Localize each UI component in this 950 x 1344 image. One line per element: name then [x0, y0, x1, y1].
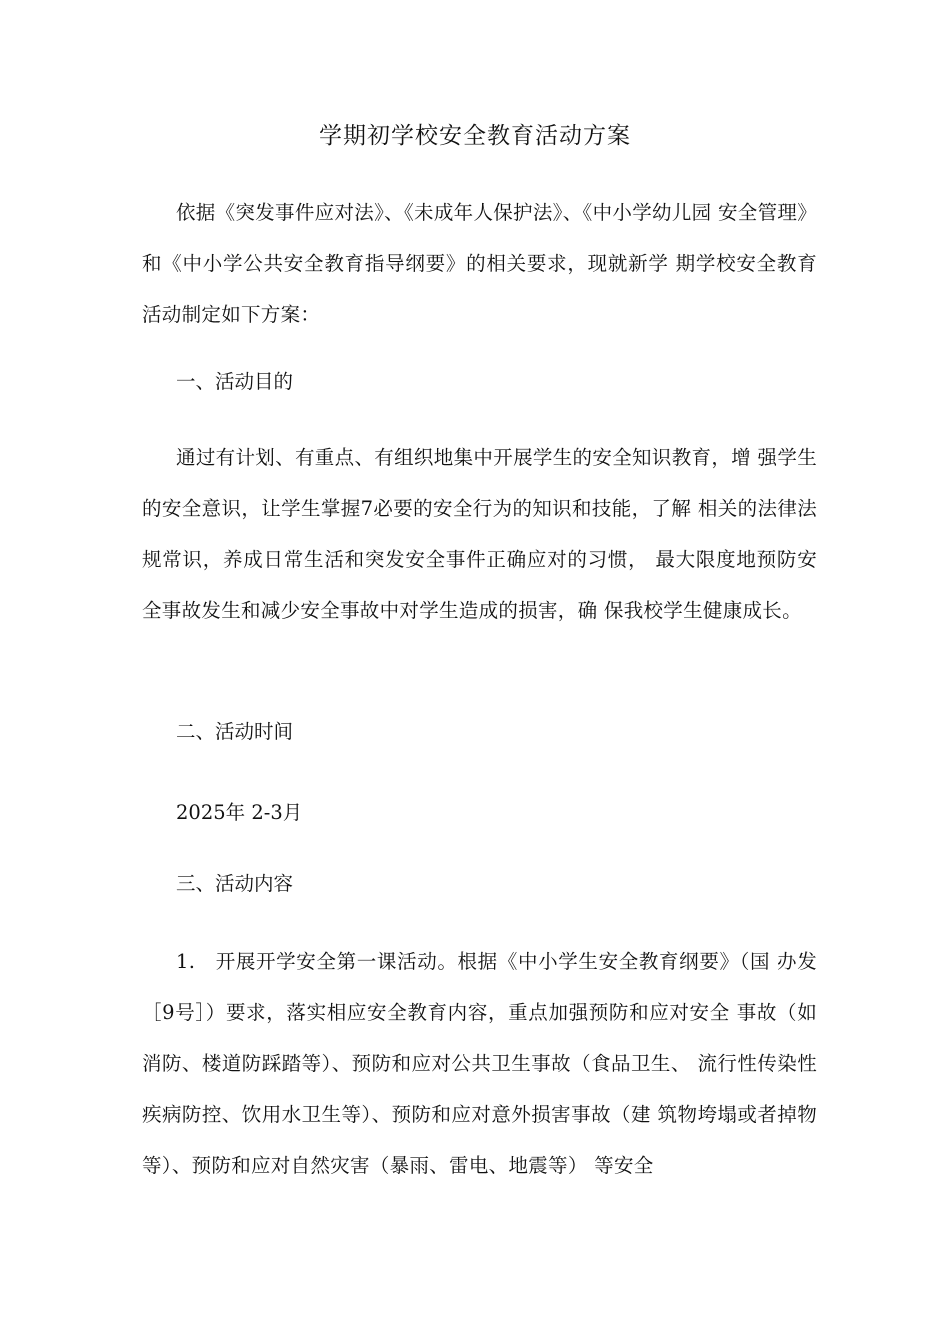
section-heading-time: 二、活动时间 — [176, 720, 294, 743]
time-paragraph: 2025年 2-3月 — [176, 801, 303, 824]
document-title: 学期初学校安全教育活动方案 — [319, 123, 631, 149]
section-heading-content: 三、活动内容 — [176, 872, 294, 895]
intro-paragraph: 依据《突发事件应对法》、《未成年人保护法》、《中小学幼儿园 安全管理》和《中小学公共安全教育指导纲要》的相关要求，现就新学 期学校安全教育活动制定如下方案： — [142, 201, 817, 326]
content-item-1: 1. 开展开学安全第一课活动。根据《中小学生安全教育纲要》（国 办发［9号］）要求，落实相应安全教育内容，重点加强预防和应对安全 事故（如消防、楼道防踩踏等）、预防和应对公共卫生事故（食品卫生、 流行性传染性疾病防控、饮用水卫生等）、预防和应对意外损害事故（建 筑物垮塌或者掉物等）、预防和应对自然灾害（暴雨、雷电、地震等） 等安全 — [142, 950, 817, 1177]
purpose-paragraph: 通过有计划、有重点、有组织地集中开展学生的安全知识教育，增 强学生的安全意识，让学生掌握7必要的安全行为的知识和技能，了解 相关的法律法规常识，养成日常生活和突发安全事件正确应对的习惯， 最大限度地预防安全事故发生和减少安全事故中对学生造成的损害，确 保我校学生健康成长。 — [142, 446, 817, 622]
section-heading-purpose: 一、活动目的 — [176, 370, 294, 393]
